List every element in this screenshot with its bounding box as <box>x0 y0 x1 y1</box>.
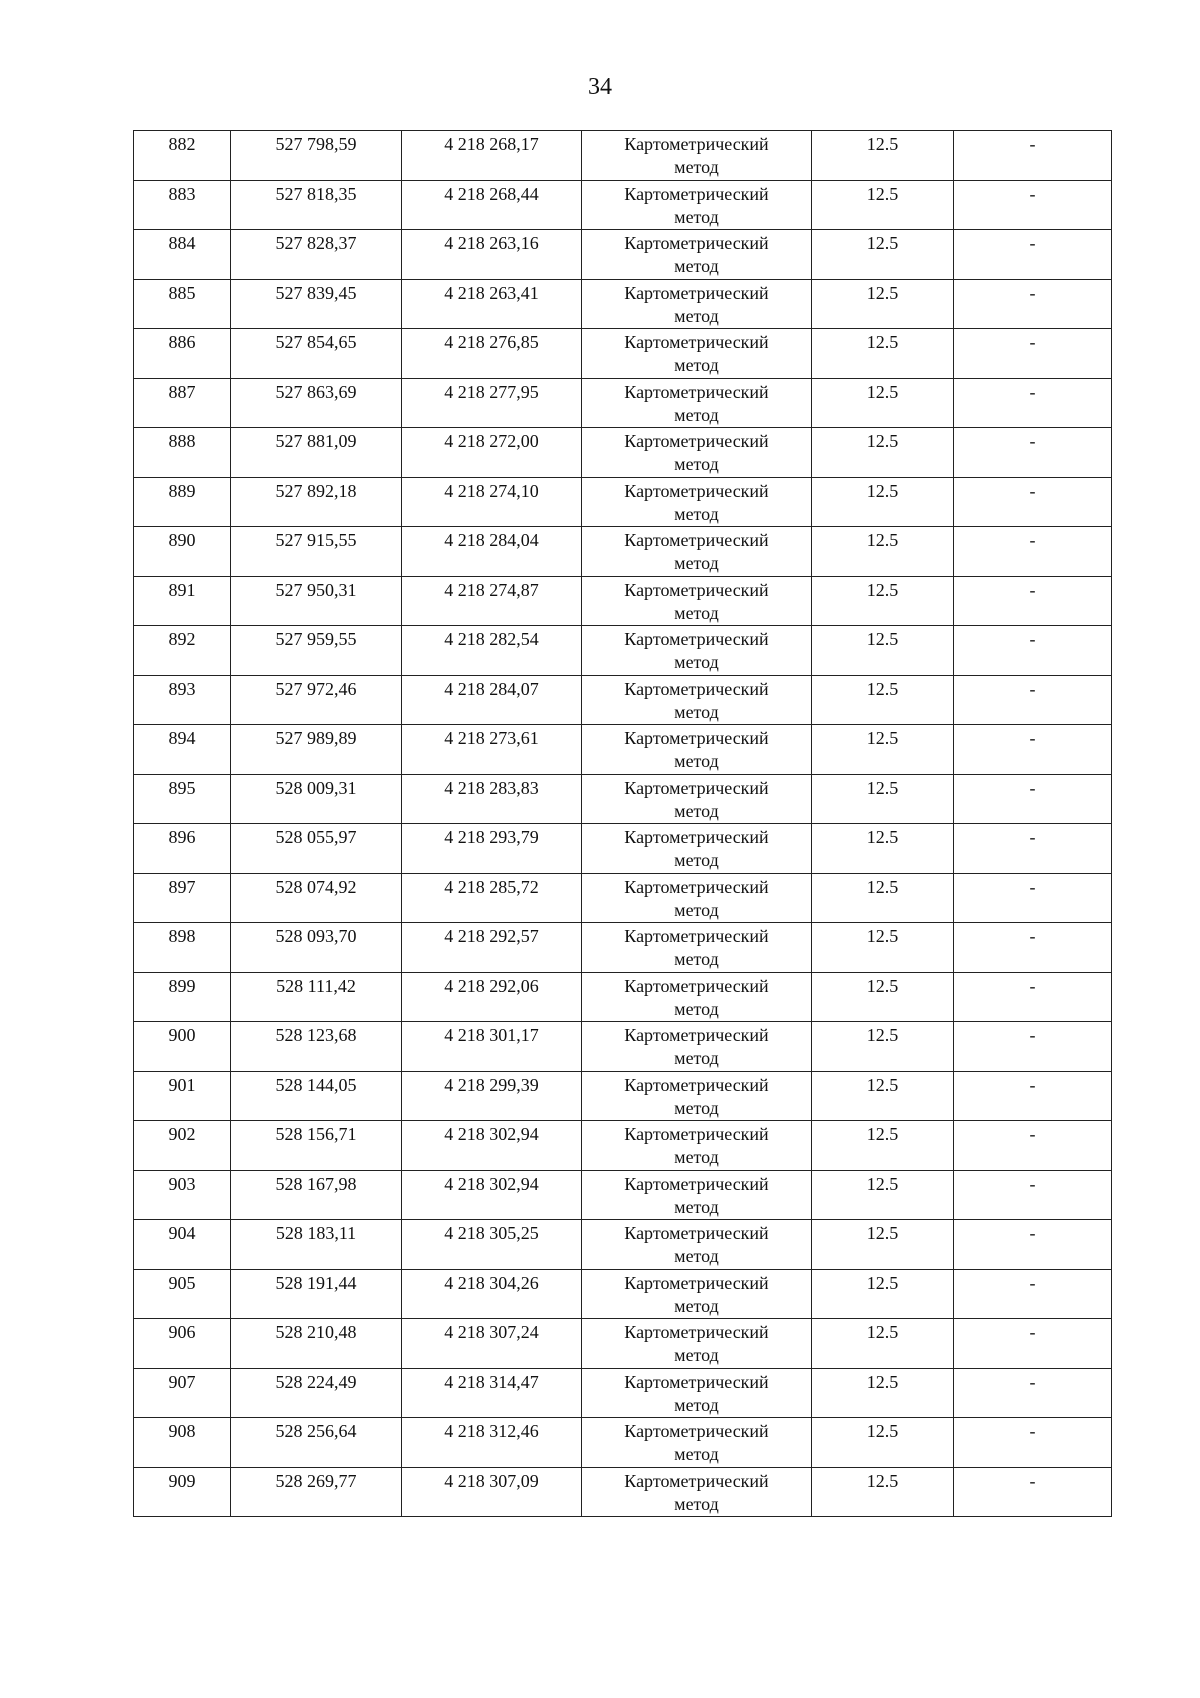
accuracy-cell: 12.5 <box>812 1269 954 1319</box>
point-number-cell: 904 <box>134 1220 231 1270</box>
point-number-cell: 908 <box>134 1418 231 1468</box>
page-number: 34 <box>588 74 612 100</box>
x-coordinate-cell: 527 839,45 <box>231 279 402 329</box>
note-cell: - <box>954 477 1112 527</box>
note-cell: - <box>954 180 1112 230</box>
method-text: Картометрический метод <box>624 233 769 276</box>
x-coordinate-cell: 528 269,77 <box>231 1467 402 1517</box>
note-cell: - <box>954 725 1112 775</box>
table-row <box>134 230 1112 280</box>
accuracy-cell: 12.5 <box>812 1220 954 1270</box>
y-coordinate-cell: 4 218 307,09 <box>402 1467 582 1517</box>
method-cell <box>582 428 812 478</box>
table-row <box>134 1121 1112 1171</box>
method-cell <box>582 774 812 824</box>
y-coordinate-cell: 4 218 272,00 <box>402 428 582 478</box>
accuracy-cell: 12.5 <box>812 1368 954 1418</box>
x-coordinate-cell: 527 798,59 <box>231 131 402 181</box>
note-cell: - <box>954 1022 1112 1072</box>
table-row <box>134 923 1112 973</box>
y-coordinate-cell: 4 218 293,79 <box>402 824 582 874</box>
x-coordinate-cell: 528 123,68 <box>231 1022 402 1072</box>
accuracy-cell: 12.5 <box>812 329 954 379</box>
note-cell: - <box>954 1269 1112 1319</box>
method-cell <box>582 675 812 725</box>
method-cell <box>582 279 812 329</box>
method-text: Картометрический метод <box>624 381 769 425</box>
y-coordinate-cell: 4 218 284,04 <box>402 527 582 577</box>
method-cell <box>582 873 812 923</box>
y-coordinate-cell: 4 218 273,61 <box>402 725 582 775</box>
x-coordinate-cell: 528 256,64 <box>231 1418 402 1468</box>
y-coordinate-cell: 4 218 274,87 <box>402 576 582 626</box>
method-cell <box>582 230 812 280</box>
table-row <box>134 329 1112 379</box>
y-coordinate-cell: 4 218 312,46 <box>402 1418 582 1468</box>
table-body <box>134 131 1112 1517</box>
point-number-cell: 884 <box>134 230 231 280</box>
y-coordinate-cell: 4 218 284,07 <box>402 675 582 725</box>
point-number-cell: 892 <box>134 626 231 676</box>
x-coordinate-cell: 528 210,48 <box>231 1319 402 1369</box>
method-text: Картометрический метод <box>624 876 769 920</box>
y-coordinate-cell: 4 218 283,83 <box>402 774 582 824</box>
note-cell: - <box>954 428 1112 478</box>
point-number-cell: 905 <box>134 1269 231 1319</box>
x-coordinate-cell: 527 950,31 <box>231 576 402 626</box>
x-coordinate-cell: 528 183,11 <box>231 1220 402 1270</box>
y-coordinate-cell: 4 218 292,06 <box>402 972 582 1022</box>
x-coordinate-cell: 527 915,55 <box>231 527 402 577</box>
method-text: Картометрический метод <box>624 1074 769 1118</box>
point-number-cell: 902 <box>134 1121 231 1171</box>
table-row <box>134 1269 1112 1319</box>
method-cell <box>582 1170 812 1220</box>
table-row <box>134 1467 1112 1517</box>
y-coordinate-cell: 4 218 307,24 <box>402 1319 582 1369</box>
x-coordinate-cell: 527 881,09 <box>231 428 402 478</box>
method-cell <box>582 1269 812 1319</box>
x-coordinate-cell: 528 167,98 <box>231 1170 402 1220</box>
note-cell: - <box>954 1170 1112 1220</box>
x-coordinate-cell: 527 989,89 <box>231 725 402 775</box>
note-cell: - <box>954 873 1112 923</box>
method-cell <box>582 1368 812 1418</box>
method-text: Картометрический метод <box>624 1421 769 1464</box>
note-cell: - <box>954 1368 1112 1418</box>
accuracy-cell: 12.5 <box>812 1071 954 1121</box>
x-coordinate-cell: 528 191,44 <box>231 1269 402 1319</box>
method-cell <box>582 1319 812 1369</box>
note-cell: - <box>954 378 1112 428</box>
method-cell <box>582 626 812 676</box>
y-coordinate-cell: 4 218 304,26 <box>402 1269 582 1319</box>
y-coordinate-cell: 4 218 268,44 <box>402 180 582 230</box>
table-row <box>134 180 1112 230</box>
table-row <box>134 1368 1112 1418</box>
accuracy-cell: 12.5 <box>812 477 954 527</box>
method-text: Картометрический метод <box>624 1173 769 1217</box>
table-row <box>134 428 1112 478</box>
table-row <box>134 774 1112 824</box>
table-row <box>134 1071 1112 1121</box>
method-text: Картометрический метод <box>624 629 769 672</box>
x-coordinate-cell: 528 009,31 <box>231 774 402 824</box>
method-text: Картометрический метод <box>624 1322 769 1365</box>
x-coordinate-cell: 528 144,05 <box>231 1071 402 1121</box>
method-text: Картометрический метод <box>624 183 769 227</box>
y-coordinate-cell: 4 218 292,57 <box>402 923 582 973</box>
table-row <box>134 972 1112 1022</box>
note-cell: - <box>954 675 1112 725</box>
method-text: Картометрический метод <box>624 480 769 524</box>
method-cell <box>582 1220 812 1270</box>
accuracy-cell: 12.5 <box>812 1418 954 1468</box>
table-row <box>134 725 1112 775</box>
table-row <box>134 1170 1112 1220</box>
x-coordinate-cell: 528 156,71 <box>231 1121 402 1171</box>
point-number-cell: 906 <box>134 1319 231 1369</box>
x-coordinate-cell: 527 959,55 <box>231 626 402 676</box>
point-number-cell: 897 <box>134 873 231 923</box>
method-text: Картометрический метод <box>624 777 769 821</box>
y-coordinate-cell: 4 218 302,94 <box>402 1170 582 1220</box>
accuracy-cell: 12.5 <box>812 1022 954 1072</box>
x-coordinate-cell: 527 863,69 <box>231 378 402 428</box>
x-coordinate-cell: 528 224,49 <box>231 1368 402 1418</box>
method-cell <box>582 180 812 230</box>
y-coordinate-cell: 4 218 299,39 <box>402 1071 582 1121</box>
table-row <box>134 279 1112 329</box>
table-row <box>134 477 1112 527</box>
note-cell: - <box>954 576 1112 626</box>
method-text: Картометрический метод <box>624 530 769 573</box>
method-cell <box>582 725 812 775</box>
point-number-cell: 885 <box>134 279 231 329</box>
point-number-cell: 899 <box>134 972 231 1022</box>
note-cell: - <box>954 1418 1112 1468</box>
x-coordinate-cell: 527 854,65 <box>231 329 402 379</box>
note-cell: - <box>954 1319 1112 1369</box>
method-cell <box>582 131 812 181</box>
point-number-cell: 907 <box>134 1368 231 1418</box>
note-cell: - <box>954 972 1112 1022</box>
point-number-cell: 901 <box>134 1071 231 1121</box>
y-coordinate-cell: 4 218 276,85 <box>402 329 582 379</box>
accuracy-cell: 12.5 <box>812 1121 954 1171</box>
method-text: Картометрический метод <box>624 1025 769 1068</box>
method-text: Картометрический метод <box>624 926 769 969</box>
y-coordinate-cell: 4 218 268,17 <box>402 131 582 181</box>
accuracy-cell: 12.5 <box>812 1170 954 1220</box>
x-coordinate-cell: 527 972,46 <box>231 675 402 725</box>
y-coordinate-cell: 4 218 305,25 <box>402 1220 582 1270</box>
accuracy-cell: 12.5 <box>812 923 954 973</box>
point-number-cell: 896 <box>134 824 231 874</box>
method-cell <box>582 1467 812 1517</box>
note-cell: - <box>954 230 1112 280</box>
point-number-cell: 891 <box>134 576 231 626</box>
accuracy-cell: 12.5 <box>812 972 954 1022</box>
method-cell <box>582 824 812 874</box>
table-row <box>134 378 1112 428</box>
method-text: Картометрический метод <box>624 827 769 870</box>
x-coordinate-cell: 528 074,92 <box>231 873 402 923</box>
method-text: Картометрический метод <box>624 1223 769 1266</box>
method-cell <box>582 972 812 1022</box>
accuracy-cell: 12.5 <box>812 576 954 626</box>
method-text: Картометрический метод <box>624 134 769 177</box>
point-number-cell: 890 <box>134 527 231 577</box>
method-text: Картометрический метод <box>624 1371 769 1415</box>
table-row <box>134 675 1112 725</box>
point-number-cell: 883 <box>134 180 231 230</box>
x-coordinate-cell: 528 093,70 <box>231 923 402 973</box>
table-row <box>134 131 1112 181</box>
method-text: Картометрический метод <box>624 678 769 722</box>
table-row <box>134 873 1112 923</box>
method-text: Картометрический метод <box>624 1124 769 1167</box>
table-row <box>134 527 1112 577</box>
x-coordinate-cell: 527 818,35 <box>231 180 402 230</box>
method-text: Картометрический метод <box>624 282 769 326</box>
accuracy-cell: 12.5 <box>812 1467 954 1517</box>
table-row <box>134 1418 1112 1468</box>
accuracy-cell: 12.5 <box>812 626 954 676</box>
point-number-cell: 893 <box>134 675 231 725</box>
table-row <box>134 1022 1112 1072</box>
point-number-cell: 903 <box>134 1170 231 1220</box>
method-cell <box>582 329 812 379</box>
y-coordinate-cell: 4 218 301,17 <box>402 1022 582 1072</box>
accuracy-cell: 12.5 <box>812 230 954 280</box>
note-cell: - <box>954 1467 1112 1517</box>
y-coordinate-cell: 4 218 263,41 <box>402 279 582 329</box>
note-cell: - <box>954 1071 1112 1121</box>
method-cell <box>582 576 812 626</box>
method-text: Картометрический метод <box>624 431 769 474</box>
note-cell: - <box>954 824 1112 874</box>
note-cell: - <box>954 279 1112 329</box>
method-cell <box>582 1121 812 1171</box>
accuracy-cell: 12.5 <box>812 824 954 874</box>
x-coordinate-cell: 527 828,37 <box>231 230 402 280</box>
table-row <box>134 1220 1112 1270</box>
point-number-cell: 888 <box>134 428 231 478</box>
accuracy-cell: 12.5 <box>812 873 954 923</box>
table-row <box>134 824 1112 874</box>
method-cell <box>582 477 812 527</box>
method-text: Картометрический метод <box>624 579 769 623</box>
method-cell <box>582 378 812 428</box>
note-cell: - <box>954 329 1112 379</box>
y-coordinate-cell: 4 218 285,72 <box>402 873 582 923</box>
accuracy-cell: 12.5 <box>812 378 954 428</box>
point-number-cell: 894 <box>134 725 231 775</box>
point-number-cell: 898 <box>134 923 231 973</box>
x-coordinate-cell: 527 892,18 <box>231 477 402 527</box>
method-cell <box>582 1071 812 1121</box>
method-cell <box>582 1022 812 1072</box>
y-coordinate-cell: 4 218 282,54 <box>402 626 582 676</box>
y-coordinate-cell: 4 218 302,94 <box>402 1121 582 1171</box>
table-row <box>134 626 1112 676</box>
accuracy-cell: 12.5 <box>812 428 954 478</box>
accuracy-cell: 12.5 <box>812 527 954 577</box>
accuracy-cell: 12.5 <box>812 131 954 181</box>
table-row <box>134 1319 1112 1369</box>
method-text: Картометрический метод <box>624 332 769 375</box>
method-text: Картометрический метод <box>624 975 769 1019</box>
accuracy-cell: 12.5 <box>812 774 954 824</box>
note-cell: - <box>954 1121 1112 1171</box>
method-text: Картометрический метод <box>624 728 769 771</box>
point-number-cell: 900 <box>134 1022 231 1072</box>
y-coordinate-cell: 4 218 314,47 <box>402 1368 582 1418</box>
note-cell: - <box>954 923 1112 973</box>
point-number-cell: 909 <box>134 1467 231 1517</box>
accuracy-cell: 12.5 <box>812 1319 954 1369</box>
y-coordinate-cell: 4 218 277,95 <box>402 378 582 428</box>
note-cell: - <box>954 131 1112 181</box>
note-cell: - <box>954 626 1112 676</box>
note-cell: - <box>954 774 1112 824</box>
point-number-cell: 886 <box>134 329 231 379</box>
method-cell <box>582 527 812 577</box>
accuracy-cell: 12.5 <box>812 675 954 725</box>
note-cell: - <box>954 527 1112 577</box>
method-cell <box>582 1418 812 1468</box>
y-coordinate-cell: 4 218 263,16 <box>402 230 582 280</box>
y-coordinate-cell: 4 218 274,10 <box>402 477 582 527</box>
table-row <box>134 576 1112 626</box>
x-coordinate-cell: 528 111,42 <box>231 972 402 1022</box>
accuracy-cell: 12.5 <box>812 725 954 775</box>
point-number-cell: 887 <box>134 378 231 428</box>
point-number-cell: 895 <box>134 774 231 824</box>
point-number-cell: 889 <box>134 477 231 527</box>
method-text: Картометрический метод <box>624 1272 769 1316</box>
x-coordinate-cell: 528 055,97 <box>231 824 402 874</box>
coordinates-table <box>133 130 1112 1517</box>
accuracy-cell: 12.5 <box>812 279 954 329</box>
note-cell: - <box>954 1220 1112 1270</box>
method-cell <box>582 923 812 973</box>
accuracy-cell: 12.5 <box>812 180 954 230</box>
method-text: Картометрический метод <box>624 1470 769 1514</box>
point-number-cell: 882 <box>134 131 231 181</box>
